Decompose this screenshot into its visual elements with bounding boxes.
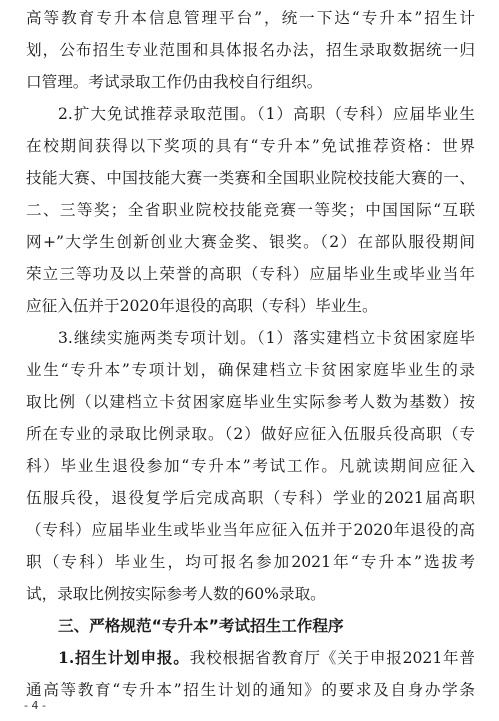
text-line: 在校期间获得以下奖项的具有“专升本”免试推荐资格：世界 [26, 137, 475, 155]
text-line: 试，录取比例按实际参考人数的60%录取。 [26, 585, 326, 603]
text-line: 荣立三等功及以上荣誉的高职（专科）应届毕业生或毕业当年 [26, 265, 475, 283]
text-line: 科）毕业生退役参加“专升本”考试工作。凡就读期间应征入 [26, 457, 475, 475]
text-line: 业生“专升本”专项计划，确保建档立卡贫困家庭毕业生的录 [26, 361, 475, 379]
text-line: 职（专科）毕业生，均可报名参加2021年“专升本”选拔考 [26, 553, 475, 571]
text-line: 取比例（以建档立卡贫困家庭毕业生实际参考人数为基数）按 [26, 393, 475, 411]
text-line: 口管理。考试录取工作仍由我校自行组织。 [26, 73, 323, 91]
text-line: 高等教育专升本信息管理平台”，统一下达“专升本”招生计 [26, 9, 475, 27]
bold-lead: 1.招生计划申报。 [58, 648, 190, 667]
text-line: （专科）应届毕业生或毕业当年应征入伍并于2020年退役的高 [26, 521, 475, 539]
section-heading: 三、严格规范“专升本”考试招生工作程序 [58, 617, 344, 635]
text-line: 3.继续实施两类专项计划。（1）落实建档立卡贫困家庭毕 [58, 329, 475, 347]
text-line [58, 648, 475, 668]
text-line: 所在专业的录取比例录取。（2）做好应征入伍服兵役高职（专 [26, 425, 475, 443]
text-line: 二、三等奖；全省职业院校技能竞赛一等奖；中国国际“互联 [26, 201, 475, 219]
text-line: 伍服兵役，退役复学后完成高职（专科）学业的2021届高职 [26, 489, 475, 507]
text-line: 网+”大学生创新创业大赛金奖、银奖。（2）在部队服役期间 [26, 233, 475, 251]
text-line: 通高等教育“专升本”招生计划的通知》的要求及自身办学条 [26, 681, 475, 699]
text-line: 应征入伍并于2020年退役的高职（专科）毕业生。 [26, 297, 378, 315]
text-line: 技能大赛、中国技能大赛一类赛和全国职业院校技能大赛的一、 [26, 169, 475, 187]
text-line: 划，公布招生专业范围和具体报名办法，招生录取数据统一归 [26, 41, 475, 59]
page-number: - 4 - [24, 699, 46, 712]
text-line-rest: 我校根据省教育厅《关于申报2021年普 [189, 649, 475, 667]
text-line: 2.扩大免试推荐录取范围。（1）高职（专科）应届毕业生 [58, 105, 475, 123]
